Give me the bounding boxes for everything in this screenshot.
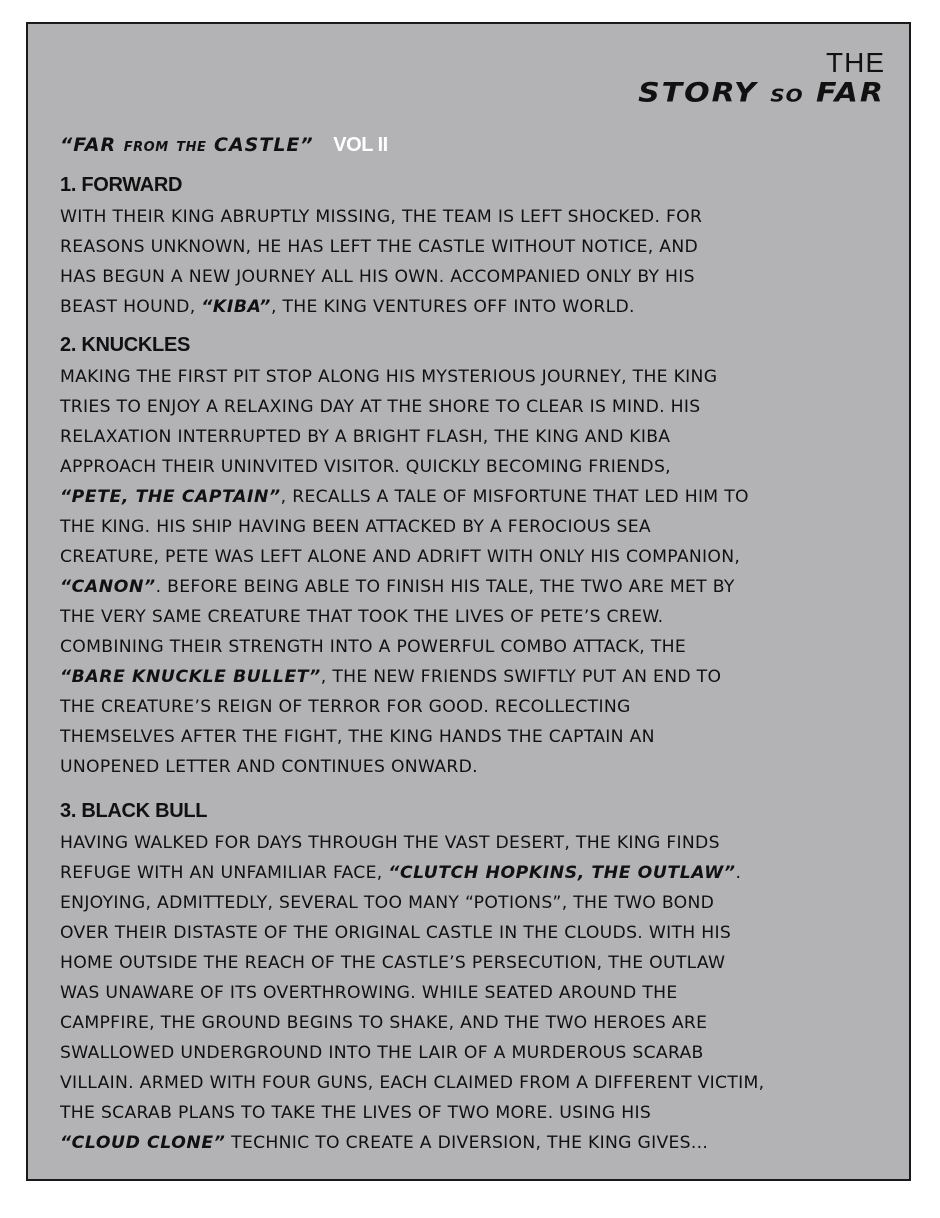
- body-line: UNOPENED LETTER AND CONTINUES ONWARD.: [60, 757, 478, 777]
- story-so-far-title: [638, 48, 885, 114]
- text-run: .: [735, 863, 742, 883]
- subtitle-word-far: FAR: [73, 134, 117, 156]
- body-line: THEMSELVES AFTER THE FIGHT, THE KING HANDS THE CAPTAIN AN: [60, 727, 655, 747]
- body-line: ENJOYING, ADMITTEDLY, SEVERAL TOO MANY “POTIONS”, THE TWO BOND: [60, 893, 715, 913]
- body-line: HAVING WALKED FOR DAYS THROUGH THE VAST DESERT, THE KING FINDS: [60, 833, 720, 853]
- body-line: MAKING THE FIRST PIT STOP ALONG HIS MYSTERIOUS JOURNEY, THE KING: [60, 367, 718, 387]
- body-line: WITH THEIR KING ABRUPTLY MISSING, THE TEAM IS LEFT SHOCKED. FOR: [60, 207, 703, 227]
- body-line: [60, 1128, 900, 1158]
- body-line: [60, 572, 900, 602]
- technique-name: “CLOUD CLONE”: [60, 1133, 226, 1153]
- body-line: TRIES TO ENJOY A RELAXING DAY AT THE SHORE TO CLEAR IS MIND. HIS: [60, 397, 701, 417]
- body-line: SWALLOWED UNDERGROUND INTO THE LAIR OF A MURDEROUS SCARAB: [60, 1043, 704, 1063]
- body-line: THE SCARAB PLANS TO TAKE THE LIVES OF TWO MORE. USING HIS: [60, 1103, 652, 1123]
- body-line: CAMPFIRE, THE GROUND BEGINS TO SHAKE, AND THE TWO HEROES ARE: [60, 1013, 708, 1033]
- body-line: THE KING. HIS SHIP HAVING BEEN ATTACKED BY A FEROCIOUS SEA: [60, 517, 651, 537]
- body-line: HAS BEGUN A NEW JOURNEY ALL HIS OWN. ACCOMPANIED ONLY BY HIS: [60, 267, 695, 287]
- body-line: RELAXATION INTERRUPTED BY A BRIGHT FLASH, THE KING AND KIBA: [60, 427, 671, 447]
- story-panel: [26, 22, 911, 1181]
- character-name: “CANON”: [60, 577, 156, 597]
- text-run: TECHNIC TO CREATE A DIVERSION, THE KING GIVES...: [225, 1133, 709, 1153]
- body-line: [60, 858, 900, 888]
- text-run: BEAST HOUND,: [60, 297, 202, 317]
- body-line: OVER THEIR DISTASTE OF THE ORIGINAL CASTLE IN THE CLOUDS. WITH HIS: [60, 923, 732, 943]
- body-line: VILLAIN. ARMED WITH FOUR GUNS, EACH CLAIMED FROM A DIFFERENT VICTIM,: [60, 1073, 765, 1093]
- character-name: “PETE, THE CAPTAIN”: [60, 487, 281, 507]
- section-knuckles: [60, 332, 900, 782]
- body-line: WAS UNAWARE OF ITS OVERTHROWING. WHILE SEATED AROUND THE: [60, 983, 678, 1003]
- title-word-far: FAR: [816, 77, 885, 109]
- text-run: REFUGE WITH AN UNFAMILIAR FACE,: [60, 863, 389, 883]
- section-body: [60, 362, 900, 782]
- body-line: [60, 292, 900, 322]
- text-run: , THE NEW FRIENDS SWIFTLY PUT AN END TO: [320, 667, 722, 687]
- section-body: [60, 828, 900, 1158]
- section-black-bull: [60, 798, 900, 1158]
- body-line: HOME OUTSIDE THE REACH OF THE CASTLE’S PERSECUTION, THE OUTLAW: [60, 953, 726, 973]
- title-main: [638, 78, 885, 110]
- title-the: THE: [826, 47, 885, 78]
- body-line: CREATURE, PETE WAS LEFT ALONE AND ADRIFT WITH ONLY HIS COMPANION,: [60, 547, 741, 567]
- body-line: APPROACH THEIR UNINVITED VISITOR. QUICKLY BECOMING FRIENDS,: [60, 457, 671, 477]
- subtitle-quote-close: ”: [300, 134, 314, 156]
- text-run: . BEFORE BEING ABLE TO FINISH HIS TALE, THE TWO ARE MET BY: [155, 577, 735, 597]
- text-run: , RECALLS A TALE OF MISFORTUNE THAT LED HIM TO: [280, 487, 749, 507]
- section-body: [60, 202, 900, 322]
- subtitle-word-from: FROM: [123, 140, 169, 155]
- text-run: , THE KING VENTURES OFF INTO WORLD.: [270, 297, 635, 317]
- subtitle-word-the: THE: [176, 140, 207, 155]
- body-line: [60, 482, 900, 512]
- chapter-subtitle: [60, 134, 388, 157]
- body-line: COMBINING THEIR STRENGTH INTO A POWERFUL COMBO ATTACK, THE: [60, 637, 686, 657]
- body-line: THE CREATURE’S REIGN OF TERROR FOR GOOD. RECOLLECTING: [60, 697, 631, 717]
- combo-attack-name: “BARE KNUCKLE BULLET”: [60, 667, 321, 687]
- section-heading: 2. KNUCKLES: [60, 334, 191, 356]
- body-line: [60, 662, 900, 692]
- character-name: “KIBA”: [201, 297, 271, 317]
- subtitle-word-castle: CASTLE: [214, 134, 301, 156]
- character-name: “CLUTCH HOPKINS, THE OUTLAW”: [388, 863, 736, 883]
- body-line: REASONS UNKNOWN, HE HAS LEFT THE CASTLE WITHOUT NOTICE, AND: [60, 237, 699, 257]
- volume-label: VOL II: [333, 134, 388, 156]
- body-line: THE VERY SAME CREATURE THAT TOOK THE LIVES OF PETE’S CREW.: [60, 607, 664, 627]
- section-heading: 3. BLACK BULL: [60, 800, 208, 822]
- title-word-story: STORY: [638, 77, 758, 109]
- title-word-so: SO: [770, 84, 804, 106]
- subtitle-quote-open: “: [60, 134, 74, 156]
- section-heading: 1. FORWARD: [60, 174, 183, 196]
- section-forward: [60, 172, 900, 322]
